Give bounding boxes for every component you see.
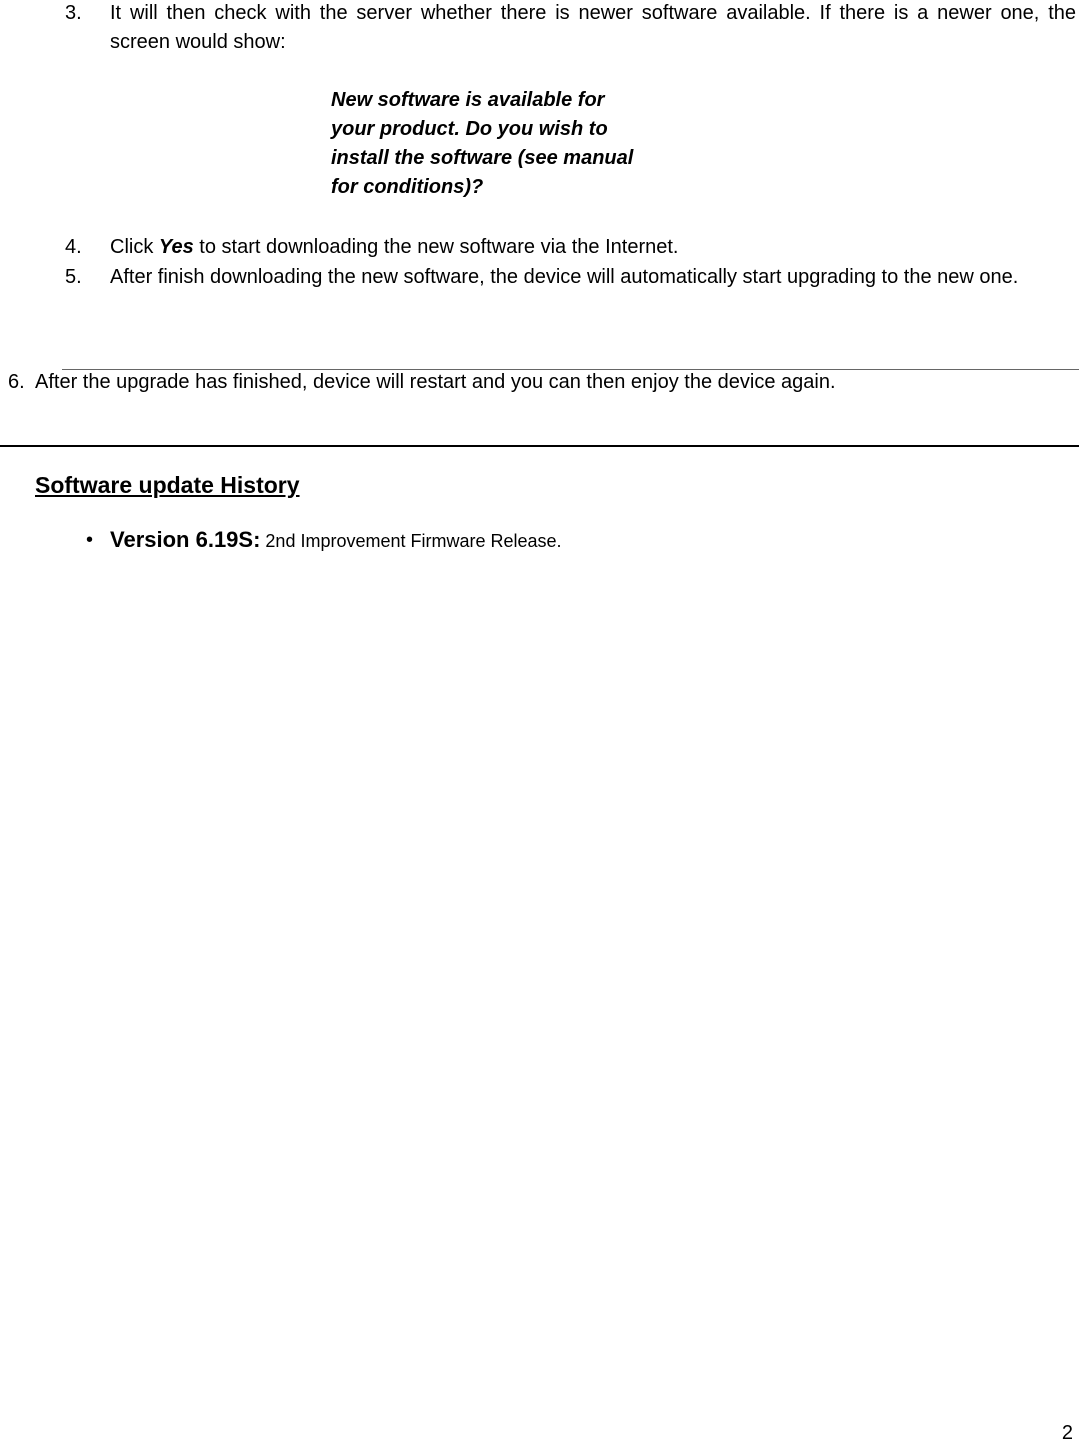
step-4-text [110, 233, 1076, 262]
step-3-text: It will then check with the server whether there is newer software available. If there is a newer one, the screen would show: [110, 2, 1076, 53]
bullet-icon: • [86, 529, 94, 551]
step-number-4: 4. [65, 236, 82, 258]
message-line: for conditions)? [331, 176, 484, 198]
step-6-text: After the upgrade has finished, device will restart and you can then enjoy the device again. [35, 371, 836, 393]
message-line: New software is available for [331, 89, 605, 111]
version-label: Version 6.19S: [110, 527, 261, 552]
message-line: install the software (see manual [331, 147, 634, 169]
page-number: 2 [1061, 1422, 1073, 1444]
software-available-message [331, 86, 691, 202]
version-description: 2nd Improvement Firmware Release. [260, 531, 562, 551]
yes-emphasis: Yes [158, 236, 194, 258]
step-number-5: 5. [65, 266, 82, 288]
step-4-suffix: to start downloading the new software via the Internet. [193, 236, 679, 258]
section-divider [0, 445, 1079, 447]
message-line: your product. Do you wish to [331, 118, 608, 140]
step-5-text: After finish downloading the new software, the device will automatically start upgrading to the new one. [110, 266, 1019, 288]
step-number-3: 3. [65, 2, 82, 24]
history-heading: Software update History [35, 472, 300, 498]
step-4-prefix: Click [110, 236, 159, 258]
step-number-6: 6. [8, 371, 25, 393]
history-entry [110, 524, 562, 557]
